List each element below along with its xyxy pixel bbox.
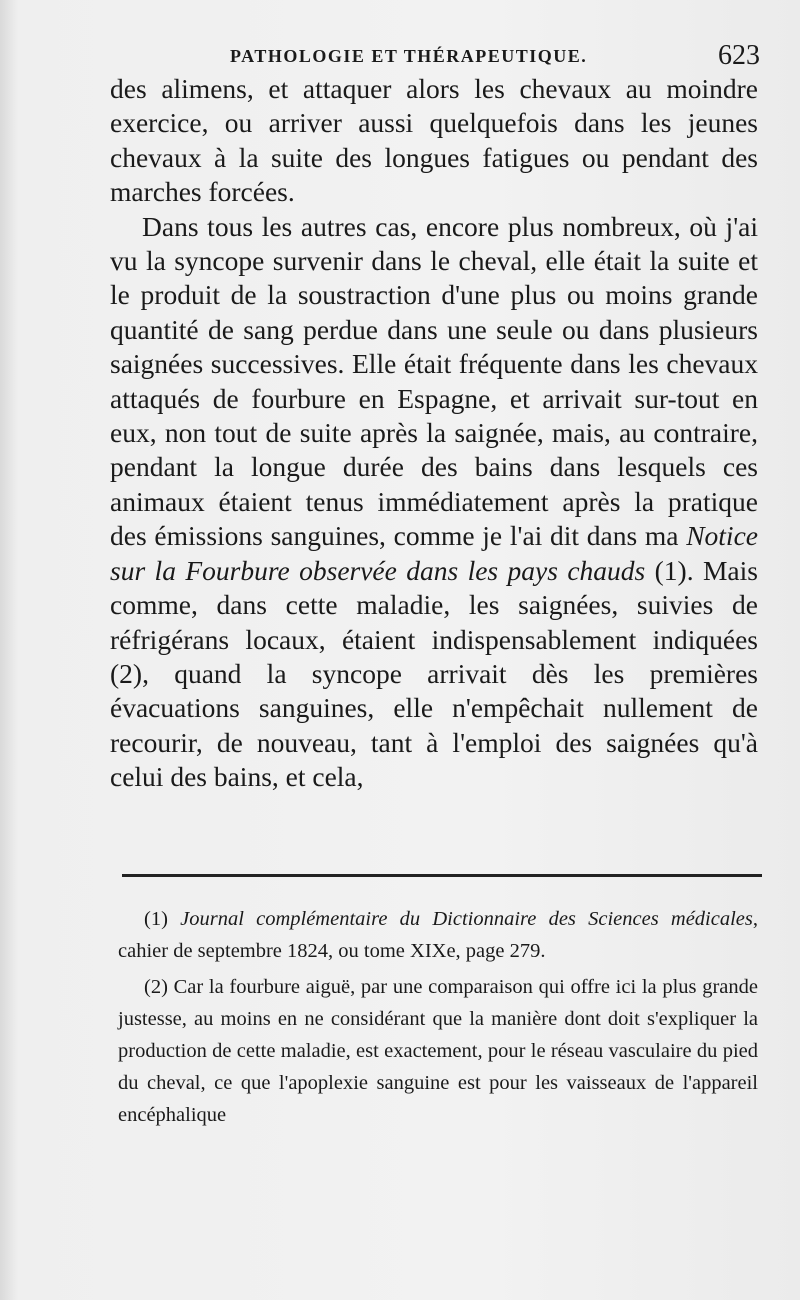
paragraph-continuation: des alimens, et attaquer alors les chevaux au moindre exercice, ou arriver aussi quelquefois dans les jeunes chevaux à la suite des longues fatigues ou pendant des marches forcées. bbox=[110, 73, 758, 208]
footnote-1 bbox=[118, 903, 758, 967]
page-number: 623 bbox=[718, 40, 760, 71]
footnote-1-reference: , cahier de septembre 1824, ou tome XIXe, page 279. bbox=[118, 908, 758, 962]
footnote-1-journal-title: Journal complémentaire du Dictionnaire des Sciences médicales bbox=[180, 908, 753, 930]
footnote-2: (2) Car la fourbure aiguë, par une comparaison qui offre ici la plus grande justesse, au moins en ne considérant que la manière dont doit s'expliquer la production de cette maladie, est exactement, pour le réseau vasculaire du pied du cheval, ce que l'apoplexie sanguine est pour les vaisseaux de l'appareil encéphalique bbox=[118, 976, 758, 1126]
footnote-divider bbox=[122, 874, 762, 877]
paragraph-text-part-2: (1). Mais comme, dans cette maladie, les saignées, suivies de réfrigérans locaux, étaient indispensablement indiquées (2), quand la syncope arrivait dès les premières évacuations sanguines, elle n'empêchait nullement de recourir, de nouveau, tant à l'emploi des saignées qu'à celui des bains, et cela, bbox=[110, 554, 758, 793]
running-head: PATHOLOGIE ET THÉRAPEUTIQUE. bbox=[230, 46, 588, 66]
cited-work-title: Notice sur la Fourbure observée dans les pays chauds bbox=[110, 520, 758, 586]
paragraph-syncope bbox=[110, 210, 758, 795]
footnotes bbox=[118, 903, 758, 1131]
footnote-1-marker: (1) bbox=[144, 908, 181, 930]
main-text bbox=[110, 72, 758, 795]
paragraph-text-part-1: Dans tous les autres cas, encore plus nombreux, où j'ai vu la syncope survenir dans le cheval, elle était la suite et le produit de la soustraction d'une plus ou moins grande quantité de sang perdue dans une seule ou dans plusieurs saignées successives. Elle était fréquente dans les chevaux attaqués de fourbure en Espagne, et arrivait sur-tout en eux, non tout de suite après la saignée, mais, au contraire, pendant la longue durée des bains dans lesquels ces animaux étaient tenus immédiatement après la pratique des émissions sanguines, comme je l'ai dit dans ma bbox=[110, 210, 758, 552]
page-header bbox=[110, 38, 760, 72]
